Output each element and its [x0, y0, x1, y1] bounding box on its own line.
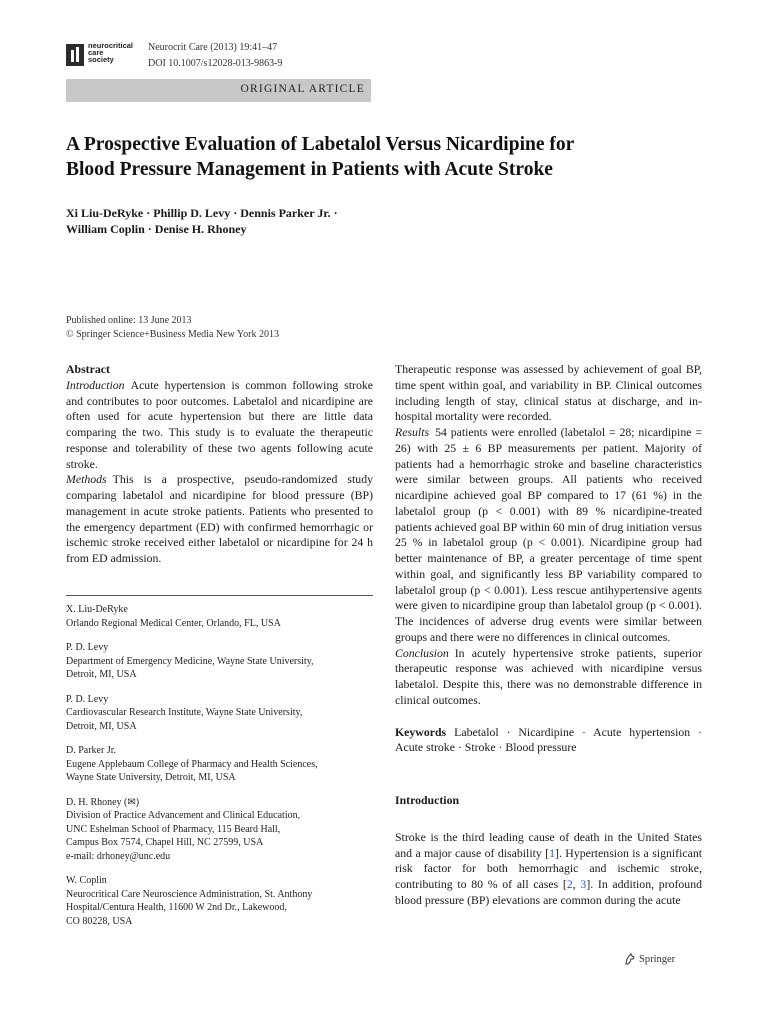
affiliation-item: P. D. Levy Department of Emergency Medicine, Wayne State University, Detroit, MI, USA	[66, 642, 314, 680]
society-logo-text: neurocritical care society	[88, 41, 134, 64]
doi[interactable]: DOI 10.1007/s12028-013-9863-9	[148, 58, 283, 69]
affiliation-item: P. D. Levy Cardiovascular Research Institute, Wayne State University, Detroit, MI, USA	[66, 693, 303, 732]
article-title: A Prospective Evaluation of Labetalol Versus Nicardipine for Blood Pressure Management in Patients with Acute Stroke	[66, 134, 575, 180]
published-date: Published online: 13 June 2013	[66, 315, 192, 326]
section-label: ORIGINAL ARTICLE	[240, 83, 365, 95]
copyright: © Springer Science+Business Media New York 2013	[66, 329, 279, 340]
publisher-footer	[624, 953, 675, 965]
email-link[interactable]: e-mail: drhoney@unc.edu	[66, 850, 171, 862]
affiliation-item: D. H. Rhoney (✉) Division of Practice Advancement and Clinical Education, UNC Eshelman School of Pharmacy, 115 Beard Hall, Campus Box 7574, Chapel Hill, NC 27599, USA e-mail: drhoney@unc.edu	[66, 796, 373, 864]
journal-citation: Neurocrit Care (2013) 19:41–47	[148, 42, 278, 53]
abstract-methods-continued: Therapeutic response was assessed by achievement of goal BP, time spent within goal, and variability in BP. Clinical outcomes including length of stay, clinical status at discharge, and in-hospital mortality were recorded.	[395, 362, 702, 424]
abstract-conclusion: Conclusion In acutely hypertensive stroke patients, superior therapeutic response was achieved with nicardipine versus labetalol. Despite this, there was no demonstrable difference in clinical outcomes.	[395, 645, 702, 707]
abstract-results: Results 54 patients were enrolled (labetalol = 28; nicardipine = 26) with 25 ± 6 BP measurements per patient. Majority of patients had a hemorrhagic stroke and baseline characteristics were similar between groups. All patients who received nicardipine achieved goal BP compared to 17 (61 %) in the labetalol group (p < 0.001) with 89 % nicardipine-treated patients achieved goal BP within 60 min of drug initiation versus 25 % in labetalol group (p < 0.001). Nicardipine group had better maintenance of BP, a greater percentage of time spent within goal, and significantly less BP variability compared to labetalol group (p < 0.001). Less rescue antihypertensive agents were given to nicardipine group than labetalol group (p < 0.001). The incidences of adverse drug events were similar between groups and there were no differences in clinical outcomes.	[395, 425, 702, 644]
introduction-text: Stroke is the third leading cause of death in the United States and a major cause of disability [1]. Hypertension is a significant risk factor for both hemorrhagic and ischemic stroke, contributing to 80 % of all cases [2, 3]. In addition, profound blood pressure (BP) elevations are common during the acute	[395, 829, 702, 907]
introduction-heading: Introduction	[395, 793, 460, 807]
citation-link[interactable]: 1	[549, 845, 556, 860]
abstract-methods: Methods This is a prospective, pseudo-randomized study comparing labetalol and nicardipine for blood pressure (BP) management in acute stroke patients. Patients who presented to the emergency department (ED) with confirmed hemorrhagic or ischemic stroke received either labetalol or nicardipine for 24 h from ED admission.	[66, 472, 373, 565]
section-band	[66, 79, 371, 102]
abstract-introduction: Introduction Acute hypertension is common following stroke and contributes to poor outcomes. Labetalol and nicardipine are often used for acute hypertension but there are little data comparing the two. This study is to evaluate the therapeutic response and tolerability of these two agents following acute stroke.	[66, 377, 373, 471]
publication-info	[66, 314, 279, 342]
abstract-left-column	[66, 362, 373, 567]
abstract-heading: Abstract	[66, 362, 110, 376]
affiliation-item: X. Liu-DeRyke Orlando Regional Medical Center, Orlando, FL, USA	[66, 604, 281, 629]
citation-link[interactable]: 2	[566, 877, 573, 891]
publisher-name: Springer	[639, 953, 676, 965]
society-logo-icon	[66, 44, 84, 66]
citation-link[interactable]: 3	[580, 877, 587, 891]
affiliation-item: D. Parker Jr. Eugene Applebaum College of Pharmacy and Health Sciences, Wayne State University, Detroit, MI, USA	[66, 745, 318, 783]
author-list: Xi Liu-DeRyke · Phillip D. Levy · Dennis Parker Jr. · William Coplin · Denise H. Rhoney	[66, 206, 338, 236]
affiliation-item: W. Coplin Neurocritical Care Neuroscience Administration, St. Anthony Hospital/Centura Health, 11600 W 2nd Dr., Lakewood, CO 80228, USA	[66, 875, 313, 927]
affiliations	[66, 603, 373, 939]
keywords: Keywords Labetalol · Nicardipine · Acute hypertension · Acute stroke · Stroke · Blood pressure	[395, 724, 702, 755]
springer-horse-icon	[624, 953, 636, 965]
abstract-right-column	[395, 362, 702, 909]
affiliation-divider	[66, 595, 373, 596]
journal-info	[148, 40, 282, 72]
